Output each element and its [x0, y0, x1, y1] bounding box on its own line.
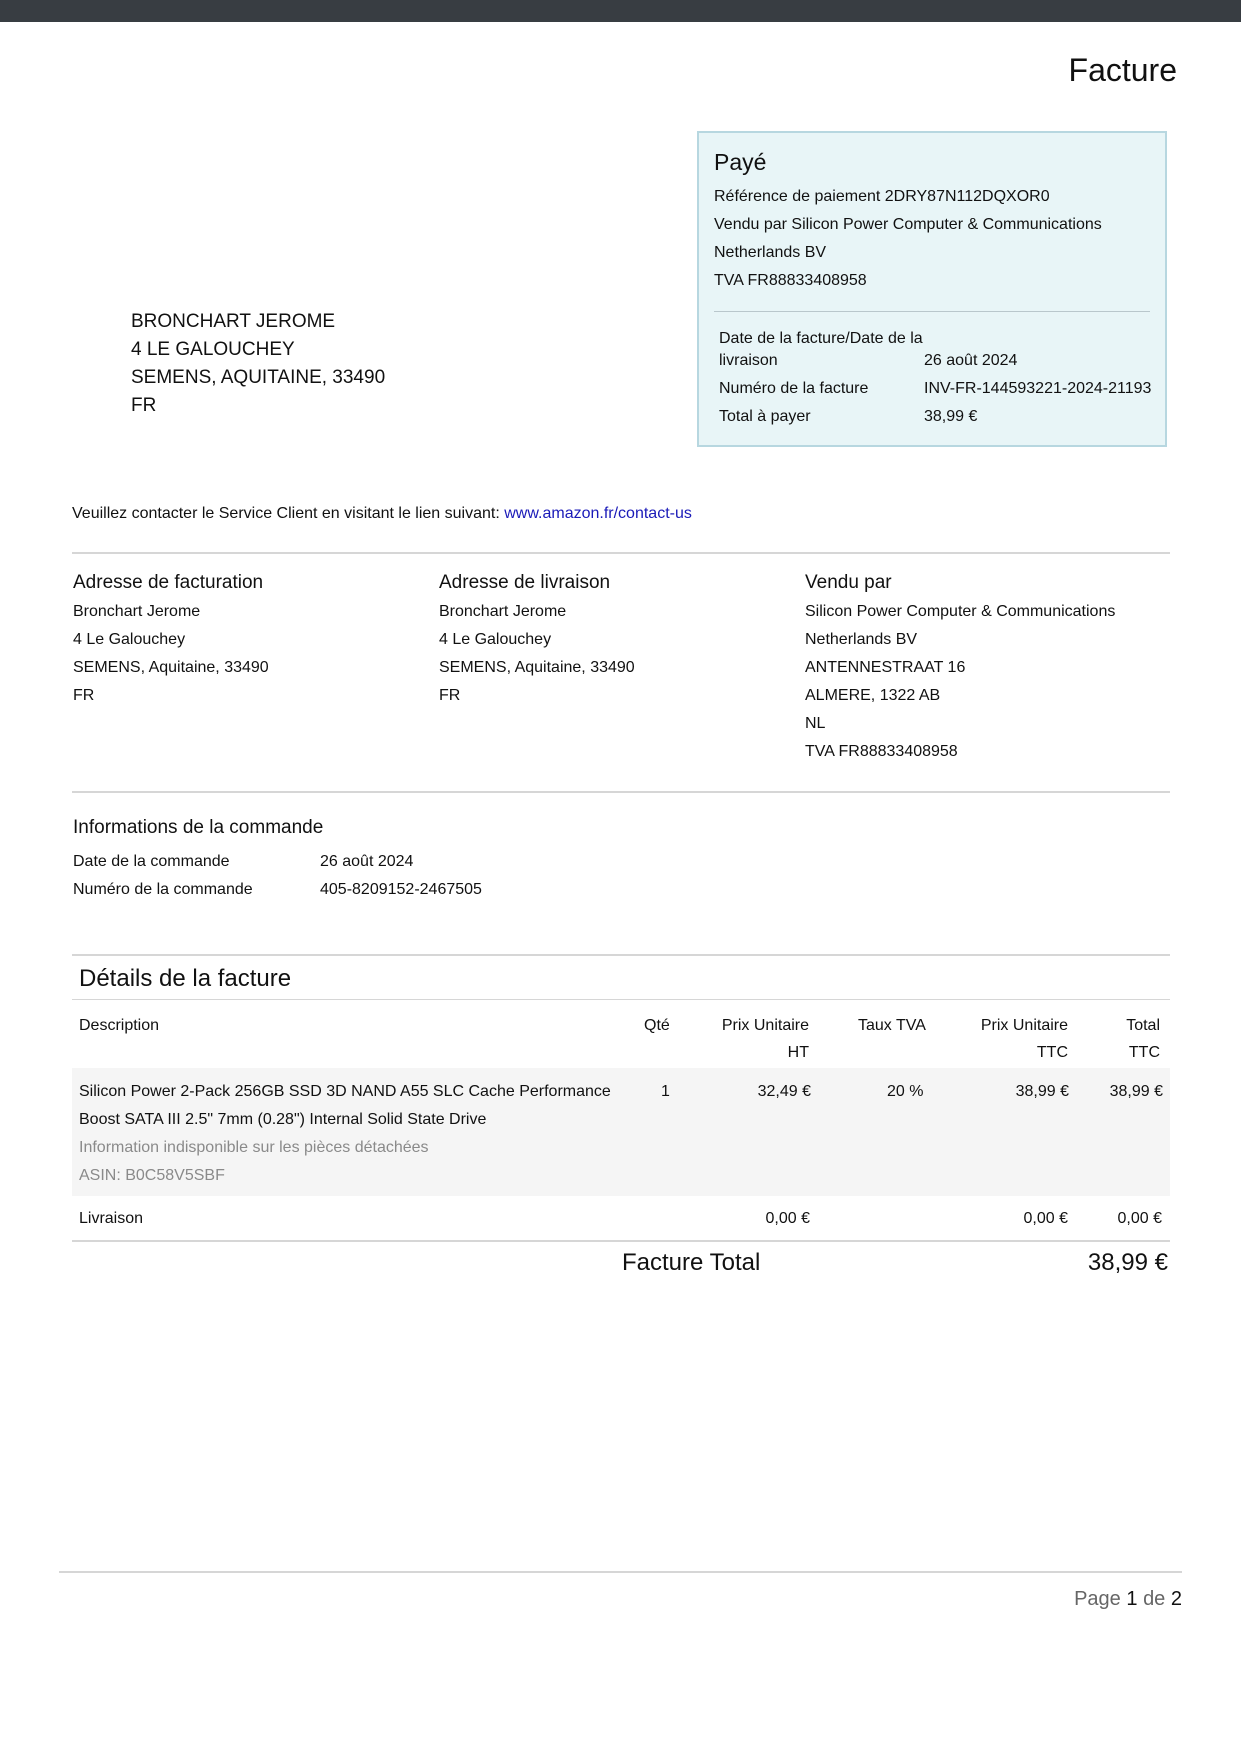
shipping-total-ttc: 0,00 €: [1117, 1210, 1162, 1227]
payment-reference: Référence de paiement 2DRY87N112DQXOR0: [714, 188, 1050, 205]
divider: [72, 552, 1170, 554]
contact-link[interactable]: www.amazon.fr/contact-us: [504, 505, 692, 522]
item-description-2: Boost SATA III 2.5" 7mm (0.28") Internal Solid State Drive: [79, 1111, 487, 1128]
shipping-unit-ht: 0,00 €: [765, 1210, 810, 1227]
order-heading: Informations de la commande: [73, 817, 324, 838]
customer-name: BRONCHART JEROME: [131, 311, 336, 332]
invoice-number-label: Numéro de la facture: [719, 380, 869, 397]
divider: [72, 1240, 1170, 1242]
invoice-date-label-1: Date de la facture/Date de la: [719, 330, 923, 347]
col-total-ttc: Total TTC: [1126, 1017, 1160, 1061]
page-word: Page: [1074, 1588, 1121, 1610]
item-note: Information indisponible sur les pièces détachées: [79, 1139, 429, 1156]
document-title: Facture: [1068, 52, 1177, 88]
seller-heading: Vendu par: [805, 572, 892, 593]
billing-heading: Adresse de facturation: [73, 572, 264, 593]
details-heading: Détails de la facture: [79, 965, 292, 992]
seller-line: NL: [805, 715, 826, 732]
order-number-label: Numéro de la commande: [73, 881, 253, 898]
invoice-number-value: INV-FR-144593221-2024-21193: [924, 380, 1152, 397]
contact-line: [72, 505, 692, 523]
col-qty: Qté: [644, 1017, 670, 1034]
invoice-date-label-2: livraison: [719, 352, 778, 369]
seller-line: Netherlands BV: [805, 631, 918, 648]
billing-line: 4 Le Galouchey: [73, 631, 186, 648]
delivery-line: Bronchart Jerome: [439, 603, 567, 620]
customer-country: FR: [131, 395, 157, 416]
payment-status: Payé: [714, 149, 767, 175]
order-date-value: 26 août 2024: [320, 853, 414, 870]
sold-by-line-2: Netherlands BV: [714, 244, 827, 261]
table-row: [72, 1068, 1170, 1196]
seller-line: ALMERE, 1322 AB: [805, 687, 941, 704]
item-vat-rate: 20 %: [887, 1083, 924, 1100]
delivery-line: FR: [439, 687, 461, 704]
page-indicator: [1074, 1588, 1182, 1611]
shipping-unit-ttc: 0,00 €: [1023, 1210, 1068, 1227]
customer-city: SEMENS, AQUITAINE, 33490: [131, 367, 386, 388]
delivery-line: SEMENS, Aquitaine, 33490: [439, 659, 635, 676]
col-vat-rate: Taux TVA: [858, 1017, 926, 1034]
item-asin: ASIN: B0C58V5SBF: [79, 1167, 225, 1184]
contact-text: Veuillez contacter le Service Client en visitant le lien suivant:: [72, 505, 500, 522]
of-word: de: [1143, 1588, 1166, 1610]
top-bar: [0, 0, 1241, 22]
payment-summary-box: [697, 131, 1167, 447]
seller-vat: TVA FR88833408958: [714, 272, 867, 289]
total-due-label: Total à payer: [719, 408, 811, 425]
current-page: 1: [1126, 1588, 1138, 1610]
item-description-1: Silicon Power 2-Pack 256GB SSD 3D NAND A55 SLC Cache Performance: [79, 1083, 611, 1100]
seller-line: Silicon Power Computer & Communications: [805, 603, 1116, 620]
delivery-line: 4 Le Galouchey: [439, 631, 552, 648]
seller-line: ANTENNESTRAAT 16: [805, 659, 966, 676]
item-unit-ht: 32,49 €: [757, 1083, 811, 1100]
col-unit-ttc: Prix Unitaire TTC: [980, 1017, 1068, 1061]
invoice-date-value: 26 août 2024: [924, 352, 1018, 369]
divider: [72, 999, 1170, 1000]
col-unit-ht: Prix Unitaire HT: [721, 1017, 809, 1061]
item-unit-ttc: 38,99 €: [1015, 1083, 1069, 1100]
item-total-ttc: 38,99 €: [1109, 1083, 1163, 1100]
sold-by-line-1: Vendu par Silicon Power Computer & Communications: [714, 216, 1102, 233]
divider: [714, 311, 1150, 312]
order-number-value: 405-8209152-2467505: [320, 881, 482, 898]
customer-street: 4 LE GALOUCHEY: [131, 339, 295, 360]
invoice-total-value: 38,99 €: [1087, 1249, 1168, 1276]
delivery-heading: Adresse de livraison: [439, 572, 611, 593]
total-pages: 2: [1170, 1588, 1182, 1610]
billing-line: FR: [73, 687, 95, 704]
col-description: Description: [79, 1017, 160, 1034]
billing-line: SEMENS, Aquitaine, 33490: [73, 659, 269, 676]
order-date-label: Date de la commande: [73, 853, 230, 870]
divider: [72, 954, 1170, 956]
billing-line: Bronchart Jerome: [73, 603, 201, 620]
seller-line: TVA FR88833408958: [805, 743, 958, 760]
footer-divider: [59, 1571, 1182, 1573]
divider: [72, 791, 1170, 793]
shipping-label: Livraison: [79, 1210, 144, 1227]
item-qty: 1: [661, 1083, 670, 1100]
invoice-total-label: Facture Total: [622, 1249, 761, 1276]
total-due-value: 38,99 €: [924, 408, 978, 425]
